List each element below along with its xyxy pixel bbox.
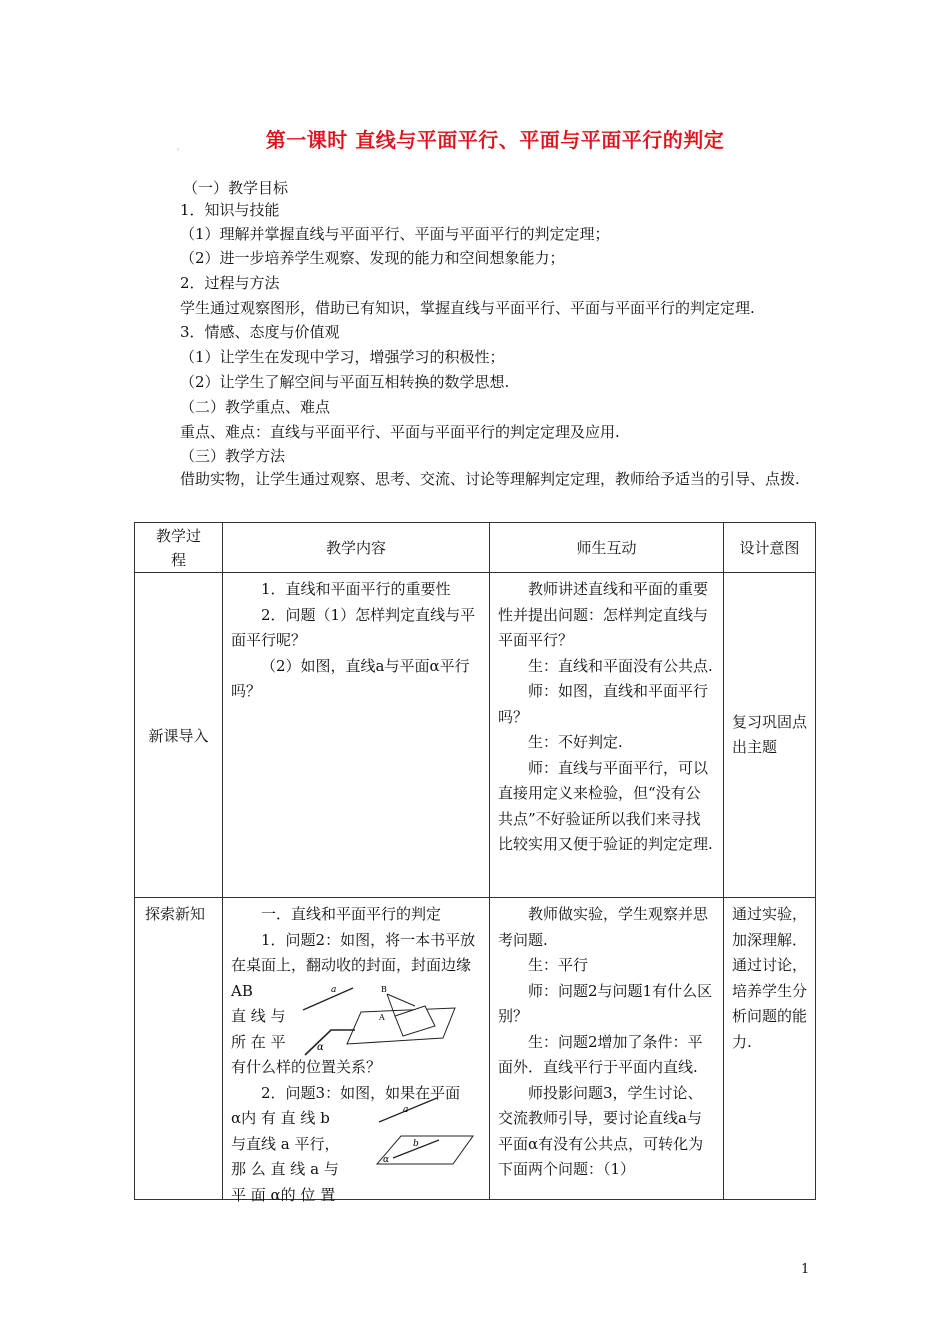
- row1-interaction-5: 师：直线与平面平行，可以直接用定义来检验，但“没有公共点”不好验证所以我们来寻找比较实用又便于验证的判定定理.: [498, 758, 713, 853]
- svg-text:B: B: [381, 985, 387, 994]
- row2-content-q3-d: 那 么 直 线 a 与: [231, 1160, 339, 1178]
- row2-content-q2-d: 有什么样的位置关系？: [231, 1058, 382, 1076]
- table-row: [135, 573, 816, 898]
- knowledge-item-1: （1）理解并掌握直线与平面平行、平面与平面平行的判定定理；: [180, 225, 610, 243]
- row2-content: [223, 898, 490, 1204]
- row1-content-3: （2）如图，直线a与平面α平行吗？: [231, 656, 470, 700]
- process-item-1: 学生通过观察图形，借助已有知识，掌握直线与平面平行、平面与平面平行的判定定理.: [180, 299, 755, 317]
- row2-content-q3: 2．问题3：如图，如果在平面: [261, 1083, 461, 1102]
- row2-content-q2: 1．问题2：如图，将一本书平放在桌面上，翻动收的封面，封面边缘AB: [231, 930, 476, 1000]
- emotion-item-2: （2）让学生了解空间与平面互相转换的数学思想.: [180, 373, 510, 391]
- row2-interaction-2: 生：平行: [528, 956, 589, 974]
- key-text: 重点、难点：直线与平面平行、平面与平面平行的判定定理及应用.: [180, 423, 620, 441]
- row2-intent: 通过实验，加深理解．通过讨论，培养学生分析问题的能力.: [724, 898, 816, 1200]
- table-header-row: [135, 523, 816, 573]
- table-row: [135, 898, 816, 1200]
- svg-text:a: a: [331, 985, 337, 995]
- row1-content-1: 1．直线和平面平行的重要性: [261, 580, 451, 598]
- row2-content-q2-c: 所 在 平: [231, 1032, 286, 1051]
- method-heading: （三）教学方法: [180, 447, 286, 465]
- row2-content-heading: 一．直线和平面平行的判定: [261, 905, 442, 923]
- row1-intent: 复习巩固点出主题: [724, 573, 816, 898]
- row1-interaction-2: 生：直线和平面没有公共点.: [528, 656, 713, 675]
- method-text: 借助实物，让学生通过观察、思考、交流、讨论等理解判定定理，教师给予适当的引导、点拨.: [180, 470, 800, 488]
- lesson-plan-table: [134, 522, 816, 1204]
- header-intent: 设计意图: [724, 523, 816, 573]
- header-stage: 教学过程: [135, 523, 223, 573]
- emotion-heading: 3．情感、态度与价值观: [180, 323, 340, 341]
- row2-interaction: [490, 898, 724, 1200]
- knowledge-item-2: （2）进一步培养学生观察、发现的能力和空间想象能力；: [180, 249, 565, 267]
- row1-stage: 新课导入: [135, 573, 223, 898]
- row2-interaction-3: 师：问题2与问题1有什么区别？: [498, 981, 713, 1025]
- row2-content-q3-c: 与直线 a 平行，: [231, 1134, 340, 1153]
- row2-interaction-1: 教师做实验，学生观察并思考问题.: [498, 905, 709, 949]
- header-content: 教学内容: [223, 523, 490, 573]
- svg-text:b: b: [413, 1139, 419, 1149]
- paragraph-mark: ◦: [176, 146, 181, 154]
- process-heading: 2．过程与方法: [180, 274, 280, 292]
- row2-stage: 探索新知: [135, 898, 223, 1200]
- svg-text:A: A: [379, 1013, 385, 1022]
- knowledge-heading: 1．知识与技能: [180, 201, 280, 219]
- row2-content-q3-e: 平 面 α的 位 置: [231, 1185, 336, 1204]
- row2-content-q2-b: 直 线 与: [231, 1007, 286, 1025]
- row1-content: [223, 573, 490, 898]
- emotion-item-1: （1）让学生在发现中学习，增强学习的积极性；: [180, 348, 505, 366]
- row2-interaction-5: 师投影问题3，学生讨论、交流教师引导，要讨论直线a与平面α有没有公共点，可转化为下面两个问题：（1）: [498, 1083, 704, 1178]
- row2-interaction-4: 生：问题2增加了条件：平面外．直线平行于平面内直线.: [498, 1032, 703, 1076]
- svg-text:a: a: [403, 1105, 409, 1115]
- row1-interaction-4: 生：不好判定.: [528, 733, 623, 751]
- row1-interaction-1: 教师讲述直线和平面的重要性并提出问题：怎样判定直线与平面平行？: [498, 580, 709, 649]
- svg-text:α: α: [317, 1042, 324, 1053]
- book-on-table-figure: [295, 980, 485, 1060]
- header-interaction: 师生互动: [490, 523, 724, 573]
- row1-content-2: 2．问题（1）怎样判定直线与平面平行呢？: [231, 605, 476, 649]
- page-title: 第一课时 直线与平面平行、平面与平面平行的判定: [265, 128, 725, 152]
- page-number: 1: [801, 1262, 810, 1277]
- row1-interaction-3: 师：如图，直线和平面平行吗？: [498, 682, 709, 726]
- svg-text:α: α: [383, 1155, 390, 1165]
- plane-lines-figure: [373, 1094, 483, 1174]
- row1-interaction: [490, 573, 724, 898]
- objectives-heading: （一）教学目标: [183, 179, 289, 197]
- row2-content-q3-b: α内 有 直 线 b: [231, 1109, 330, 1127]
- key-heading: （二）教学重点、难点: [180, 398, 331, 416]
